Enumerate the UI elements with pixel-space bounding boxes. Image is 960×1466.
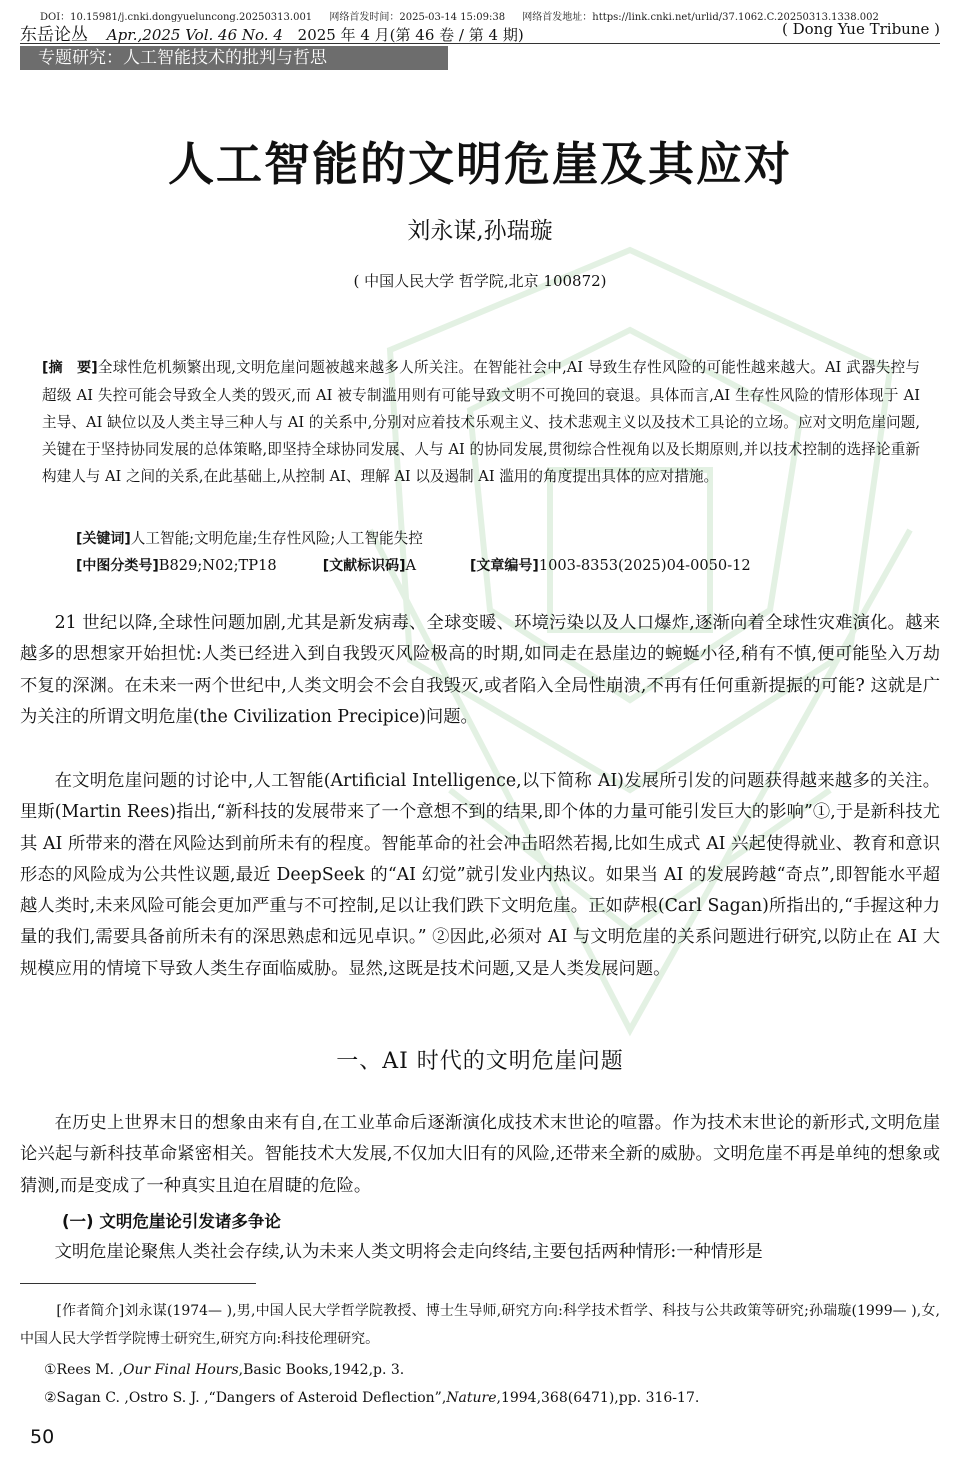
journal-name-en: ( Dong Yue Tribune ): [781, 20, 940, 38]
online-url: 网络首发地址：https://link.cnki.net/urlid/37.1062.C.20250313.1338.002: [522, 12, 879, 23]
article-title: 人工智能的文明危崖及其应对: [168, 137, 792, 191]
page-number: 50: [30, 1426, 55, 1448]
body-paragraph-3: 在历史上世界末日的想象由来有自,在工业革命后逐渐演化成技术末世论的喧嚣。作为技术末世论的新形式,文明危崖论兴起与新科技革命紧密相关。智能技术大发展,不仅加大旧有的风险,还带来全新的威胁。文明危崖不再是单纯的想象或猜测,而是变成了一种真实且迫在眉睫的危险。: [20, 1113, 940, 1196]
journal-name-cn: 东岳论丛: [20, 25, 88, 45]
column-label: 专题研究：人工智能技术的批判与哲思: [20, 46, 448, 70]
abstract-text: 全球性危机频繁出现,文明危崖问题被越来越多人所关注。在智能社会中,AI 导致生存性风险的可能性越来越大。AI 武器失控与超级 AI 失控可能会导致全人类的毁灭,而 AI 被专制滥用则有可能导致文明不可挽回的衰退。具体而言,AI 生存性风险的情形体现于 AI 主导、AI 缺位以及人类主导三种人与 AI 的关系中,分别对应着技术乐观主义、技术悲观主义以及技术工具论的立场。应对文明危崖问题,关键在于坚持协同发展的总体策略,即坚持全球协同发展、人与 AI 的协同发展,贯彻综合性视角以及长期原则,并以技术控制的选择论重新构建人与 AI 之间的关系,在此基础上,从控制 AI、理解 AI 以及遏制 AI 滥用的角度提出具体的应对措施。: [42, 359, 921, 485]
body-paragraph-4: 文明危崖论聚焦人类社会存续,认为未来人类文明将会走向终结,主要包括两种情形:一种情形是: [54, 1242, 763, 1262]
body-paragraph-2: 在文明危崖问题的讨论中,人工智能(Artificial Intelligence,以下简称 AI)发展所引发的问题获得越来越多的关注。里斯(Martin Rees)指出,“新科技的发展带来了一个意想不到的结果,即个体的力量可能引发巨大的影响”①,于是新科技尤其 AI 所带来的潜在风险达到前所未有的程度。智能革命的社会冲击昭然若揭,比如生成式 AI 兴起使得就业、教育和意识形态的风险成为公共性议题,最近 DeepSeek 的“AI 幻觉”就引发业内热议。如果当 AI 的发展跨越“奇点”,即智能水平超越人类时,未来风险可能会更加严重与不可控制,足以让我们跌下文明危崖。正如萨根(Carl Sagan)所指出的,“手握这种力量的我们,需要具备前所未有的深思熟虑和远见卓识。” ②因此,必须对 AI 与文明危崖的关系问题进行研究,以防止在 AI 大规模应用的情境下导致人类生存面临威胁。显然,这既是技术问题,又是人类发展问题。: [20, 771, 940, 979]
doc-code-label: [文献标识码]: [322, 558, 406, 574]
subsection-heading-1: (一) 文明危崖论引发诸多争论: [62, 1212, 281, 1231]
author-bio-footnote: [作者简介]刘永谋(1974— ),男,中国人民大学哲学院教授、博士生导师,研究方向:科学技术哲学、科技与公共政策等研究;孙瑞璇(1999— ),女,中国人民大学哲学院博士研究生,研究方向:科技伦理研究。: [20, 1303, 940, 1347]
keywords: 人工智能;文明危崖;生存性风险;人工智能失控: [130, 530, 423, 547]
clc-label: [中图分类号]: [76, 558, 159, 574]
header-rule: [20, 43, 940, 44]
article-affiliation: ( 中国人民大学 哲学院,北京 100872): [353, 272, 607, 290]
footnote-2: ②Sagan C. ,Ostro S. J. ,“Dangers of Asteroid Deflection”,Nature,1994,368(6471),pp. 316-17.: [44, 1390, 700, 1406]
abstract-label: [摘 要]: [42, 360, 98, 376]
keywords-label: [关键词]: [76, 531, 131, 547]
keywords-line: [76, 527, 423, 548]
classification-line: [76, 555, 751, 575]
section-heading-1: 一、AI 时代的文明危崖问题: [336, 1049, 624, 1074]
article-no-label: [文章编号]: [470, 558, 539, 574]
online-time: 网络首发时间：2025-03-14 15:09:38: [329, 12, 506, 23]
footnote-rule: [20, 1283, 256, 1284]
footnote-1: ①Rees M. ,Our Final Hours,Basic Books,1942,p. 3.: [44, 1362, 405, 1378]
volume-en: Apr.,2025 Vol. 46 No. 4: [106, 26, 283, 44]
doi: DOI：10.15981/j.cnki.dongyueluncong.20250313.001: [40, 12, 313, 23]
volume-cn: 2025 年 4 月(第 46 卷 / 第 4 期): [297, 26, 524, 44]
doc-code-value: A: [405, 557, 417, 574]
body-paragraph-1: 21 世纪以降,全球性问题加剧,尤其是新发病毒、全球变暖、环境污染以及人口爆炸,逐渐向着全球性灾难演化。越来越多的思想家开始担忧:人类已经进入到自我毁灭风险极高的时期,如同走在悬崖边的蜿蜒小径,稍有不慎,便可能坠入万劫不复的深渊。在未来一两个世纪中,人类文明会不会自我毁灭,或者陷入全局性崩溃,不再有任何重新提振的可能? 这就是广为关注的所谓文明危崖(the Civilization Precipice)问题。: [20, 613, 940, 727]
clc-value: B829;N02;TP18: [158, 557, 277, 574]
article-no-value: 1003-8353(2025)04-0050-12: [538, 557, 751, 574]
article-authors: 刘永谋,孙瑞璇: [407, 218, 553, 244]
abstract: [42, 354, 920, 490]
